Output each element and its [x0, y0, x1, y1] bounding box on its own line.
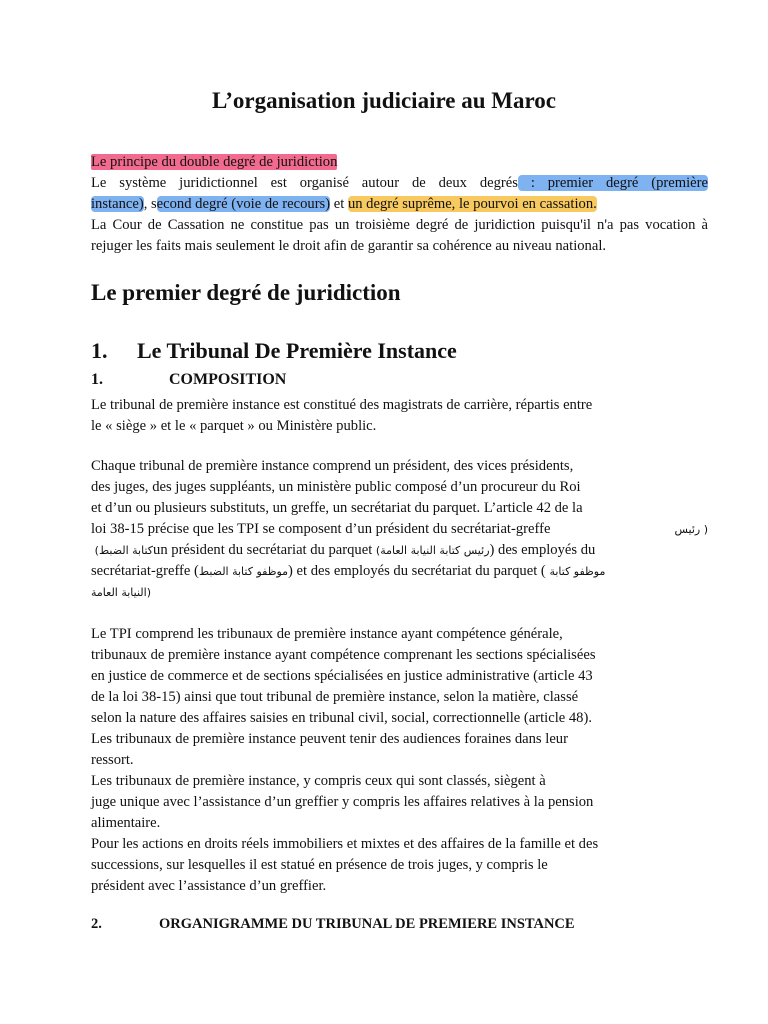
text-line: président avec l’assistance d’un greffier.: [91, 878, 327, 894]
text-line: le « siège » et le « parquet » ou Ministère public.: [91, 418, 377, 434]
heading-label: COMPOSITION: [169, 371, 287, 388]
text-line: [91, 540, 708, 561]
text-line: Le tribunal de première instance est constitué des magistrats de carrière, répartis entre: [91, 397, 593, 413]
text-fragment: secrétariat-greffe (: [91, 563, 199, 579]
text-line: juge unique avec l’assistance d’un greffier y compris les affaires relatives à la pension: [91, 794, 594, 810]
arabic-text: (كتابة الضبط: [94, 544, 154, 557]
text-line: Les tribunaux de première instance peuvent tenir des audiences foraines dans leur: [91, 731, 568, 747]
arabic-text: النيابة العامة): [91, 586, 152, 599]
text-line: Le TPI comprend les tribunaux de première instance ayant compétence générale,: [91, 626, 563, 642]
text-fragment: loi 38-15 précise que les TPI se composent d’un président du secrétariat-greffe: [91, 521, 551, 537]
text-line: des juges, des juges suppléants, un ministère public composé d’un procureur du Roi: [91, 479, 581, 495]
text-line: successions, sur lesquelles il est statué en présence de trois juges, y compris le: [91, 857, 548, 873]
arabic-text: موظفو كتابة الضبط: [198, 565, 289, 578]
intro-line-2: [91, 194, 708, 215]
text-line: Chaque tribunal de première instance comprend un président, des vices présidents,: [91, 458, 574, 474]
highlight-instance: instance): [91, 196, 144, 212]
highlight-degre-supreme: un degré suprême, le pourvoi en cassation.: [347, 196, 597, 212]
document-title: L’organisation judiciaire au Maroc: [212, 88, 556, 113]
text-line: alimentaire.: [91, 815, 161, 831]
text-line: [91, 519, 708, 540]
intro-text: , s: [143, 196, 157, 212]
intro-paragraph-cassation: La Cour de Cassation ne constitue pas un troisième degré de juridiction puisqu'il n'a pas vocation à rejuger les faits mais seulement le droit afin de garantir sa cohérence au niveau national.: [91, 217, 708, 254]
arabic-text: رئيس ): [674, 523, 708, 536]
heading-number: 2.: [91, 916, 102, 932]
text-line: en justice de commerce et de sections spécialisées en justice administrative (article 43: [91, 668, 593, 684]
text-line: ressort.: [91, 752, 134, 768]
heading-tribunal-premiere-instance: [91, 338, 457, 364]
heading-number: 1.: [91, 338, 108, 363]
text-line: [91, 561, 708, 582]
text-line: selon la nature des affaires saisies en tribunal civil, social, correctionnelle (article 48).: [91, 710, 592, 726]
highlight-second-degre: econd degré (voie de recours): [156, 196, 331, 212]
text-line: et d’un ou plusieurs substituts, un greffe, un secrétariat du parquet. L’article 42 de la: [91, 500, 583, 516]
text-fragment: ) et des employés du secrétariat du parquet (: [288, 563, 546, 579]
text-line: tribunaux de première instance ayant compétence comprenant les sections spécialisées: [91, 647, 596, 663]
heading-composition: [91, 371, 286, 389]
intro-text: Le système juridictionnel est organisé autour de deux degrés: [91, 175, 518, 191]
highlighted-principle: Le principe du double degré de juridiction: [91, 154, 338, 170]
intro-heading-line: [91, 152, 708, 173]
composition-paragraph-1: [91, 395, 708, 437]
text-fragment: ) des employés du: [489, 542, 596, 558]
highlight-premier-degre: : premier degré (première: [517, 175, 708, 191]
text-line: Pour les actions en droits réels immobiliers et mixtes et des affaires de la famille et des: [91, 836, 599, 852]
text-line: de la loi 38-15) ainsi que tout tribunal de première instance, selon la matière, classé: [91, 689, 579, 705]
intro-block: [91, 152, 708, 257]
intro-line-1: [91, 173, 708, 194]
heading-premier-degre: Le premier degré de juridiction: [91, 280, 401, 305]
heading-label: Le Tribunal De Première Instance: [137, 338, 457, 363]
intro-text: et: [330, 196, 348, 212]
tpi-paragraph-1: [91, 624, 708, 897]
heading-label: ORGANIGRAMME DU TRIBUNAL DE PREMIERE INSTANCE: [159, 916, 575, 932]
heading-number: 1.: [91, 371, 103, 388]
composition-paragraph-2: [91, 456, 708, 603]
text-fragment: un président du secrétariat du parquet: [153, 542, 373, 558]
arabic-text: موظفو كتابة: [549, 565, 606, 578]
arabic-text: (رئيس كتابة النيابة العامة: [375, 544, 490, 557]
text-line: Les tribunaux de première instance, y compris ceux qui sont classés, siègent à: [91, 773, 546, 789]
text-line: [91, 582, 708, 603]
heading-organigramme: [91, 916, 575, 933]
